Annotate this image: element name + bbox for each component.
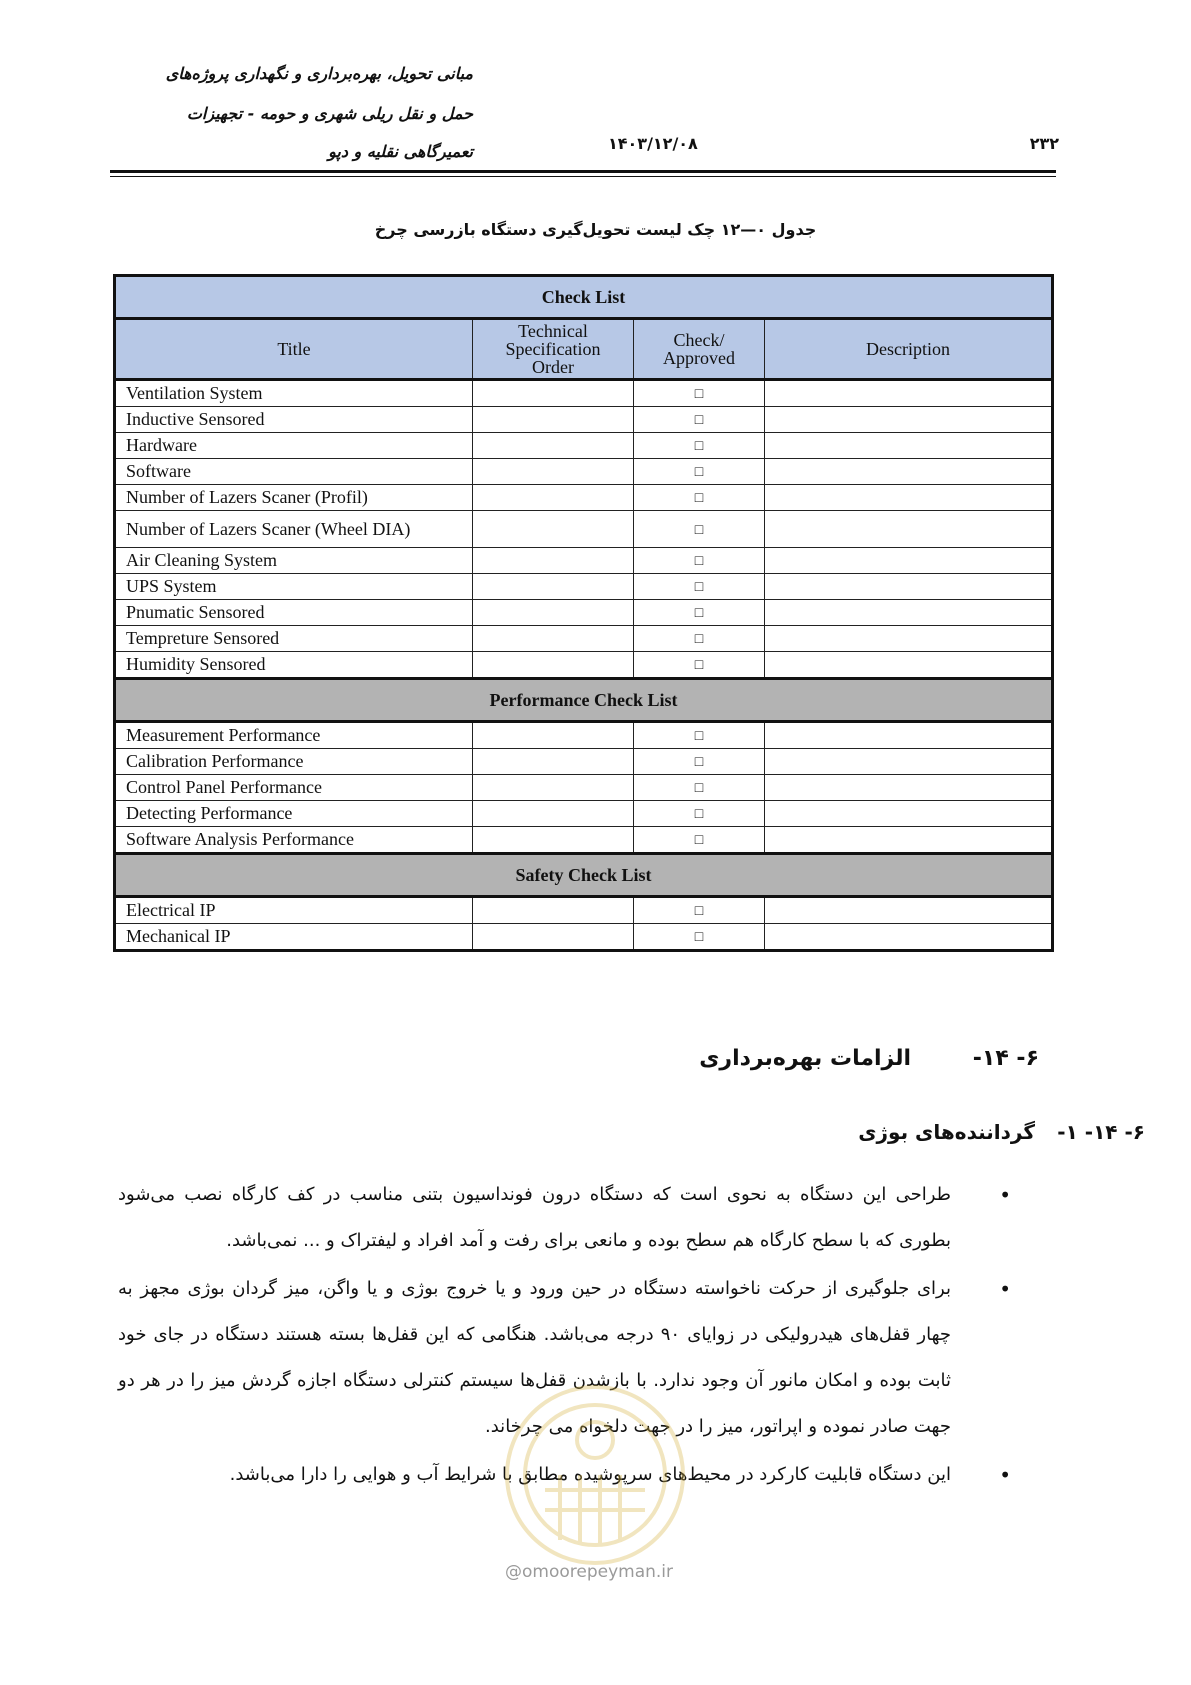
check-list-table (113, 274, 1054, 952)
table-caption: جدول ۰—۱۲ چک لیست تحویل‌گیری دستگاه بازرسی چرخ (374, 220, 817, 239)
row-title: Pnumatic Sensored (115, 600, 473, 626)
row-description-cell (765, 574, 1053, 600)
row-tech-spec-cell (473, 749, 634, 775)
checkbox-icon[interactable]: □ (694, 781, 704, 796)
row-description-cell (765, 548, 1053, 574)
checkbox-icon[interactable]: □ (694, 439, 704, 454)
row-description-cell (765, 722, 1053, 749)
bullet-item: • این دستگاه قابلیت کارکرد در محیط‌های سرپوشیده مطابق با شرایط آب و هوایی را دارا می‌باشد. (118, 1452, 981, 1498)
table-row (115, 433, 1053, 459)
checkbox-icon[interactable]: □ (694, 807, 704, 822)
watermark-text: @omoorepeyman.ir (505, 1562, 674, 1582)
watermark-seal-icon (500, 1380, 690, 1570)
checkbox-icon[interactable]: □ (694, 580, 704, 595)
row-title: Inductive Sensored (115, 407, 473, 433)
row-tech-spec-cell (473, 433, 634, 459)
table-row (115, 380, 1053, 407)
row-tech-spec-cell (473, 600, 634, 626)
subsection-number: ۶- ۱۴- ۱- (1057, 1120, 1145, 1144)
check-list-title: Check List (115, 276, 1053, 319)
col-header-title: Title (115, 319, 473, 380)
row-title: Detecting Performance (115, 801, 473, 827)
row-description-cell (765, 897, 1053, 924)
checkbox-icon[interactable]: □ (694, 465, 704, 480)
row-check-cell (634, 626, 765, 652)
safety-check-list-title-row (115, 854, 1053, 897)
table-row (115, 407, 1053, 433)
subsection-title: گرداننده‌های بوژی (858, 1120, 1035, 1144)
performance-check-list-title-row (115, 679, 1053, 722)
table-row (115, 574, 1053, 600)
row-check-cell (634, 801, 765, 827)
row-check-cell (634, 827, 765, 854)
header-rule-thin (110, 176, 1056, 177)
row-title: Software (115, 459, 473, 485)
checkbox-icon[interactable]: □ (694, 658, 704, 673)
bullet-item: • طراحی این دستگاه به نحوی است که دستگاه درون فونداسیون بتنی مناسب در کف کارگاه نصب می‌شود بطوری که با سطح کارگاه هم سطح بوده و مانعی برای رفت و آمد افراد و لیفتراک و ... نمی‌باشد. (118, 1172, 981, 1264)
checkbox-icon[interactable]: □ (694, 904, 704, 919)
row-check-cell (634, 511, 765, 548)
row-tech-spec-cell (473, 827, 634, 854)
table-row (115, 652, 1053, 679)
row-title: Mechanical IP (115, 924, 473, 951)
row-tech-spec-cell (473, 548, 634, 574)
col-header-tech-spec: Technical Specification Order (473, 319, 634, 380)
row-title: Ventilation System (115, 380, 473, 407)
row-check-cell (634, 897, 765, 924)
row-check-cell (634, 924, 765, 951)
row-tech-spec-cell (473, 652, 634, 679)
header-line-3: تعمیرگاهی نقلیه و دپو (328, 142, 473, 161)
row-tech-spec-cell (473, 459, 634, 485)
row-description-cell (765, 511, 1053, 548)
row-check-cell (634, 433, 765, 459)
column-header-row (115, 319, 1053, 380)
row-title: Control Panel Performance (115, 775, 473, 801)
table-row (115, 459, 1053, 485)
row-title: Calibration Performance (115, 749, 473, 775)
header-line-2: حمل و نقل ریلی شهری و حومه - تجهیزات (186, 104, 473, 123)
row-check-cell (634, 775, 765, 801)
row-check-cell (634, 485, 765, 511)
row-check-cell (634, 407, 765, 433)
table-row (115, 827, 1053, 854)
row-title: Software Analysis Performance (115, 827, 473, 854)
row-tech-spec-cell (473, 485, 634, 511)
row-title: Tempreture Sensored (115, 626, 473, 652)
section-number: ۶- ۱۴- (972, 1046, 1039, 1071)
row-description-cell (765, 600, 1053, 626)
row-tech-spec-cell (473, 574, 634, 600)
row-check-cell (634, 548, 765, 574)
row-description-cell (765, 626, 1053, 652)
table-row (115, 801, 1053, 827)
performance-check-list-title: Performance Check List (115, 679, 1053, 722)
row-title: Air Cleaning System (115, 548, 473, 574)
row-description-cell (765, 924, 1053, 951)
table-row (115, 897, 1053, 924)
table-row (115, 626, 1053, 652)
col-header-description: Description (765, 319, 1053, 380)
section-title: الزامات بهره‌برداری (699, 1046, 911, 1071)
table-row (115, 749, 1053, 775)
checkbox-icon[interactable]: □ (694, 729, 704, 744)
row-description-cell (765, 775, 1053, 801)
checkbox-icon[interactable]: □ (694, 755, 704, 770)
row-description-cell (765, 652, 1053, 679)
row-tech-spec-cell (473, 626, 634, 652)
checkbox-icon[interactable]: □ (694, 413, 704, 428)
row-description-cell (765, 801, 1053, 827)
safety-check-list-title: Safety Check List (115, 854, 1053, 897)
row-tech-spec-cell (473, 897, 634, 924)
page-number: ۲۳۲ (1029, 134, 1059, 153)
table-row (115, 511, 1053, 548)
checkbox-icon[interactable]: □ (694, 491, 704, 506)
checkbox-icon[interactable]: □ (694, 606, 704, 621)
row-description-cell (765, 827, 1053, 854)
row-tech-spec-cell (473, 924, 634, 951)
row-tech-spec-cell (473, 775, 634, 801)
row-tech-spec-cell (473, 801, 634, 827)
row-tech-spec-cell (473, 407, 634, 433)
row-title: Measurement Performance (115, 722, 473, 749)
row-title: Number of Lazers Scaner (Wheel DIA) (115, 511, 473, 548)
row-check-cell (634, 722, 765, 749)
col-header-check: Check/ Approved (634, 319, 765, 380)
row-description-cell (765, 485, 1053, 511)
row-check-cell (634, 652, 765, 679)
table-row (115, 722, 1053, 749)
checkbox-icon[interactable]: □ (694, 554, 704, 569)
row-check-cell (634, 574, 765, 600)
header-rule-thick (110, 170, 1056, 173)
table-row (115, 548, 1053, 574)
row-title: Humidity Sensored (115, 652, 473, 679)
row-check-cell (634, 600, 765, 626)
table-row (115, 775, 1053, 801)
row-tech-spec-cell (473, 722, 634, 749)
table-row (115, 485, 1053, 511)
row-title: UPS System (115, 574, 473, 600)
row-tech-spec-cell (473, 511, 634, 548)
row-description-cell (765, 749, 1053, 775)
header-date: ۱۴۰۳/۱۲/۰۸ (608, 134, 698, 153)
checkbox-icon[interactable]: □ (694, 833, 704, 848)
row-description-cell (765, 407, 1053, 433)
row-check-cell (634, 749, 765, 775)
row-title: Number of Lazers Scaner (Profil) (115, 485, 473, 511)
checkbox-icon[interactable]: □ (694, 632, 704, 647)
row-description-cell (765, 380, 1053, 407)
table-row (115, 600, 1053, 626)
row-title: Electrical IP (115, 897, 473, 924)
checkbox-icon[interactable]: □ (694, 930, 704, 945)
table-row (115, 924, 1053, 951)
check-list-title-row (115, 276, 1053, 319)
row-title: Hardware (115, 433, 473, 459)
header-line-1: مبانی تحویل، بهره‌برداری و نگهداری پروژه‌های (165, 64, 473, 83)
row-check-cell (634, 459, 765, 485)
checkbox-icon[interactable]: □ (694, 387, 704, 402)
bullet-item: • برای جلوگیری از حرکت ناخواسته دستگاه در حین ورود و یا خروج بوژی و یا واگن، میز گردان بوژی مجهز به چهار قفل‌های هیدرولیکی در زوایای ۹۰ درجه می‌باشد. هنگامی که این قفل‌ها بسته هستند دستگاه در جای خود ثابت بوده و امکان مانور آن وجود ندارد. با بازشدن قفل‌ها سیستم کنترلی دستگاه اجازه گردش میز را در هر دو جهت صادر نموده و اپراتور، میز را در جهت دلخواه می چرخاند. (118, 1266, 981, 1450)
row-check-cell (634, 380, 765, 407)
checkbox-icon[interactable]: □ (694, 522, 704, 538)
row-tech-spec-cell (473, 380, 634, 407)
row-description-cell (765, 433, 1053, 459)
row-description-cell (765, 459, 1053, 485)
